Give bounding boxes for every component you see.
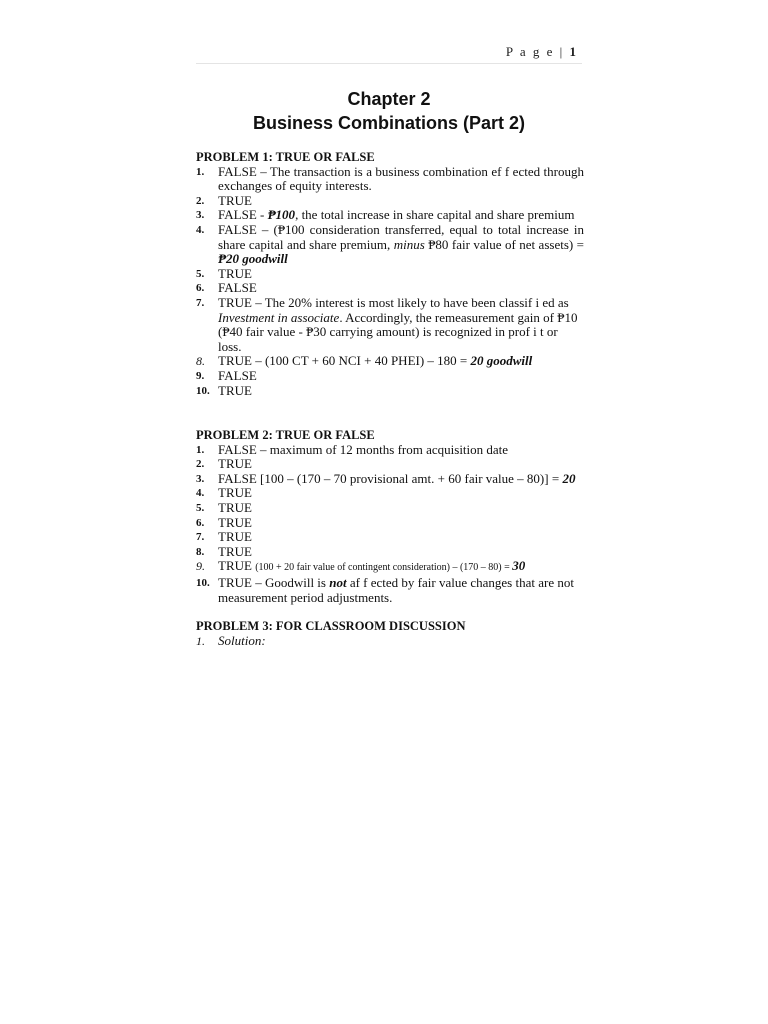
page-number: 1	[569, 44, 576, 59]
problem-1-list	[196, 165, 584, 399]
item-text: TRUE	[218, 529, 252, 545]
item-number: 7.	[196, 531, 205, 544]
item-text: FALSE - ₱100, the total increase in share capital and share premium	[218, 207, 575, 223]
item-number: 5.	[196, 267, 205, 280]
list-item	[196, 267, 584, 282]
item-text: FALSE – (₱100 consideration transferred, equal to total increase in share capital and share premium, minus ₱80 fair value of net assets) = ₱20 goodwill	[218, 221, 584, 267]
problem-3-title: PROBLEM 3: FOR CLASSROOM DISCUSSION	[196, 619, 466, 634]
chapter-title: Chapter 2	[347, 89, 431, 109]
item-text: FALSE – maximum of 12 months from acquisition date	[218, 441, 509, 457]
list-item	[196, 486, 584, 501]
list-item	[196, 194, 584, 209]
header-divider	[196, 63, 582, 64]
item-number: 3.	[196, 472, 205, 485]
item-text: TRUE – The 20% interest is most likely to have been classif i ed as Investment in associate. Accordingly, the remeasurement gain of ₱10 (₱40 fair value - ₱30 carrying amount) is recognized in prof i t or loss.	[218, 294, 578, 354]
problem-3-list	[196, 634, 584, 649]
item-number: 2.	[196, 194, 205, 207]
problem-2-list	[196, 443, 584, 606]
list-item	[196, 472, 584, 487]
item-text: TRUE	[218, 192, 252, 208]
item-text: FALSE	[218, 367, 257, 383]
item-number: 6.	[196, 516, 205, 529]
chapter-heading	[196, 88, 582, 136]
item-number: 9.	[196, 559, 205, 574]
item-text: TRUE	[218, 514, 252, 530]
page-header	[196, 44, 576, 60]
list-item	[196, 516, 584, 531]
item-number: 10.	[196, 384, 210, 397]
document-body	[196, 150, 584, 648]
list-item	[196, 457, 584, 472]
problem-1-title: PROBLEM 1: TRUE OR FALSE	[196, 150, 375, 164]
item-number: 4.	[196, 223, 205, 236]
item-text: Solution:	[218, 632, 266, 648]
list-item	[196, 501, 584, 516]
page-label: P a g e |	[505, 44, 565, 59]
item-number: 2.	[196, 458, 205, 471]
item-number: 1.	[196, 633, 205, 648]
problem-2-title: PROBLEM 2: TRUE OR FALSE	[196, 428, 375, 443]
item-number: 1.	[196, 165, 205, 178]
item-number: 10.	[196, 577, 210, 590]
item-text: TRUE – Goodwill is not af f ected by fair value changes that are not measurement period adjustments.	[218, 575, 574, 605]
item-text: TRUE	[218, 543, 252, 559]
list-item	[196, 559, 584, 576]
list-item	[196, 281, 584, 296]
chapter-subtitle: Business Combinations (Part 2)	[252, 113, 526, 133]
item-text: FALSE [100 – (170 – 70 provisional amt. + 60 fair value – 80)] = 20	[218, 470, 576, 486]
item-text: TRUE	[218, 485, 252, 501]
list-item	[196, 634, 584, 649]
item-text: TRUE (100 + 20 fair value of contingent consideration) – (170 – 80) = 30	[218, 558, 526, 574]
item-number: 8.	[196, 354, 205, 369]
item-number: 3.	[196, 209, 205, 222]
list-item	[196, 296, 584, 354]
item-number: 5.	[196, 502, 205, 515]
list-item	[196, 354, 584, 369]
item-text: TRUE	[218, 265, 252, 281]
item-text: TRUE	[218, 500, 252, 516]
item-text: TRUE – (100 CT + 60 NCI + 40 PHEI) – 180 = 20 goodwill	[218, 353, 533, 369]
item-text: FALSE	[218, 280, 257, 296]
item-text: TRUE	[218, 456, 252, 472]
item-text: FALSE – The transaction is a business combination ef f ected through exchanges of equity interests.	[218, 163, 584, 194]
list-item	[196, 165, 584, 194]
list-item	[196, 223, 584, 267]
list-item	[196, 443, 584, 458]
list-item	[196, 384, 584, 399]
item-number: 4.	[196, 487, 205, 500]
item-number: 8.	[196, 545, 205, 558]
item-number: 7.	[196, 296, 205, 309]
list-item	[196, 208, 584, 223]
item-number: 9.	[196, 369, 205, 382]
item-text: TRUE	[218, 382, 252, 398]
list-item	[196, 530, 584, 545]
list-item	[196, 545, 584, 560]
item-number: 1.	[196, 443, 205, 456]
list-item	[196, 576, 584, 605]
list-item	[196, 369, 584, 384]
item-number: 6.	[196, 282, 205, 295]
